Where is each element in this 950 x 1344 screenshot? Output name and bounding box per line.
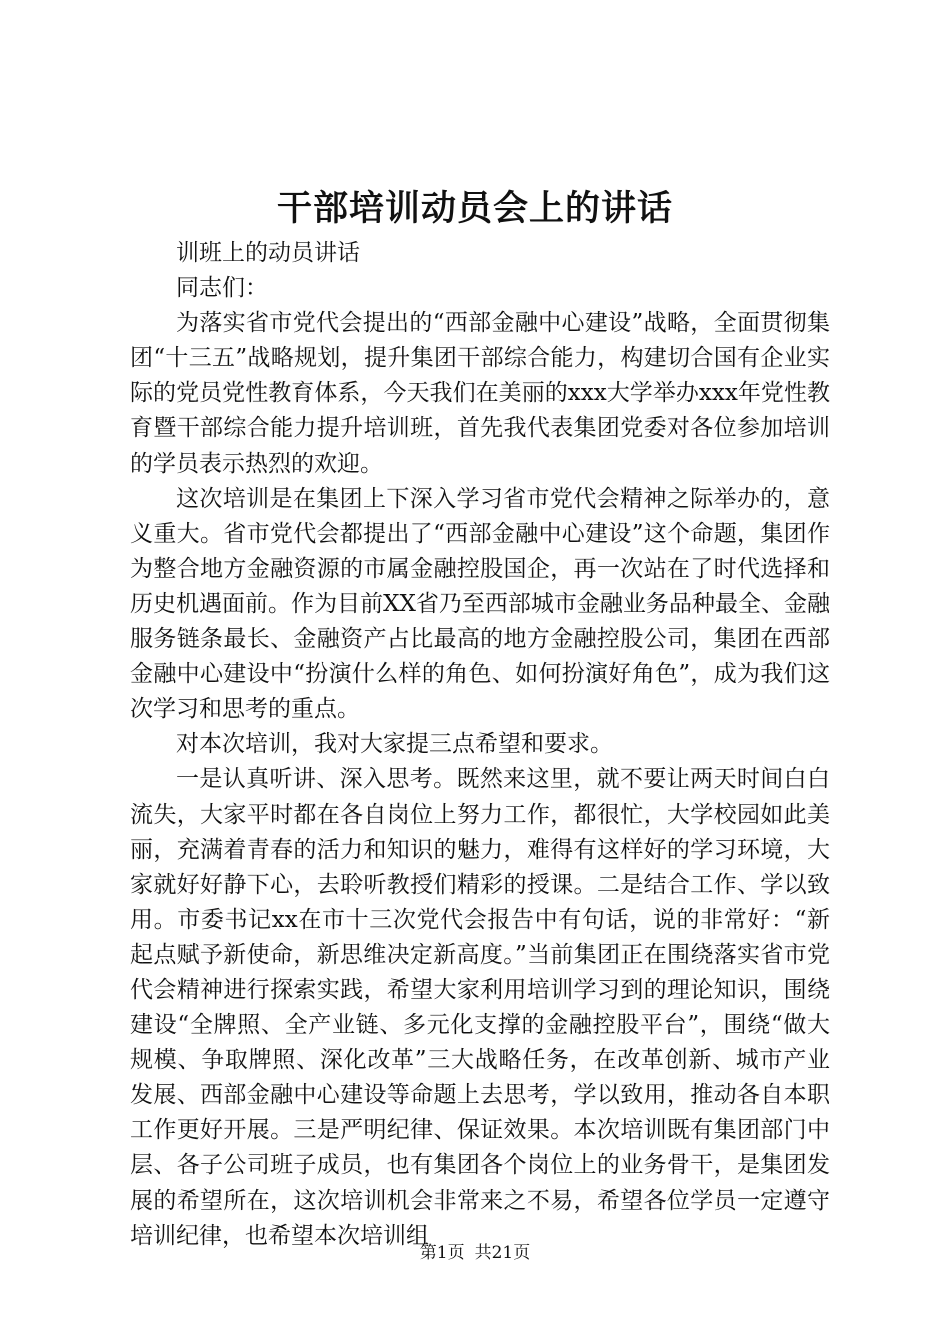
paragraph-salutation: 同志们： [176, 275, 268, 302]
page-footer [0, 1241, 950, 1265]
paragraph-subtitle: 训班上的动员讲话 [176, 240, 360, 266]
page-total: 共21页 [474, 1243, 531, 1263]
paragraph-intro: 为落实省市党代会提出的“西部金融中心建设”战略，全面贯彻集团“十三五”战略规划，提升集团干部综合能力，构建切合国有企业实际的党员党性教育体系，今天我们在美丽的xxx大学举办xxx年党性教育暨干部综合能力提升培训班，首先我代表集团党委对各位参加培训的学员表示热烈的欢迎。 [130, 310, 830, 477]
document-title: 干部培训动员会上的讲话 [276, 188, 673, 229]
document-body [130, 236, 830, 1254]
page-number: 第1页 [419, 1243, 465, 1263]
paragraph-requirements: 一是认真听讲、深入思考。既然来这里，就不要让两天时间白白流失，大家平时都在各自岗位上努力工作，都很忙，大学校园如此美丽，充满着青春的活力和知识的魅力，难得有这样好的学习环境，大家就好好静下心，去聆听教授们精彩的授课。二是结合工作、学以致用。市委书记xx在市十三次党代会报告中有句话，说的非常好：“新起点赋予新使命，新思维决定新高度。”当前集团正在围绕落实省市党代会精神进行探索实践，希望大家利用培训学习到的理论知识，围绕建设“全牌照、全产业链、多元化支撑的金融控股平台”，围绕“做大规模、争取牌照、深化改革”三大战略任务，在改革创新、城市产业发展、西部金融中心建设等命题上去思考，学以致用，推动各自本职工作更好开展。三是严明纪律、保证效果。本次培训既有集团部门中层、各子公司班子成员，也有集团各个岗位上的业务骨干，是集团发展的希望所在，这次培训机会非常来之不易，希望各位学员一定遵守培训纪律，也希望本次培训组 [130, 766, 830, 1249]
paragraph-significance: 这次培训是在集团上下深入学习省市党代会精神之际举办的，意义重大。省市党代会都提出了“西部金融中心建设”这个命题，集团作为整合地方金融资源的市属金融控股国企，再一次站在了时代选择和历史机遇面前。作为目前XX省乃至西部城市金融业务品种最全、金融服务链条最长、金融资产占比最高的地方金融控股公司，集团在西部金融中心建设中“扮演什么样的角色、如何扮演好角色”，成为我们这次学习和思考的重点。 [130, 485, 830, 723]
paragraph-requirements-lead: 对本次培训，我对大家提三点希望和要求。 [176, 731, 613, 758]
